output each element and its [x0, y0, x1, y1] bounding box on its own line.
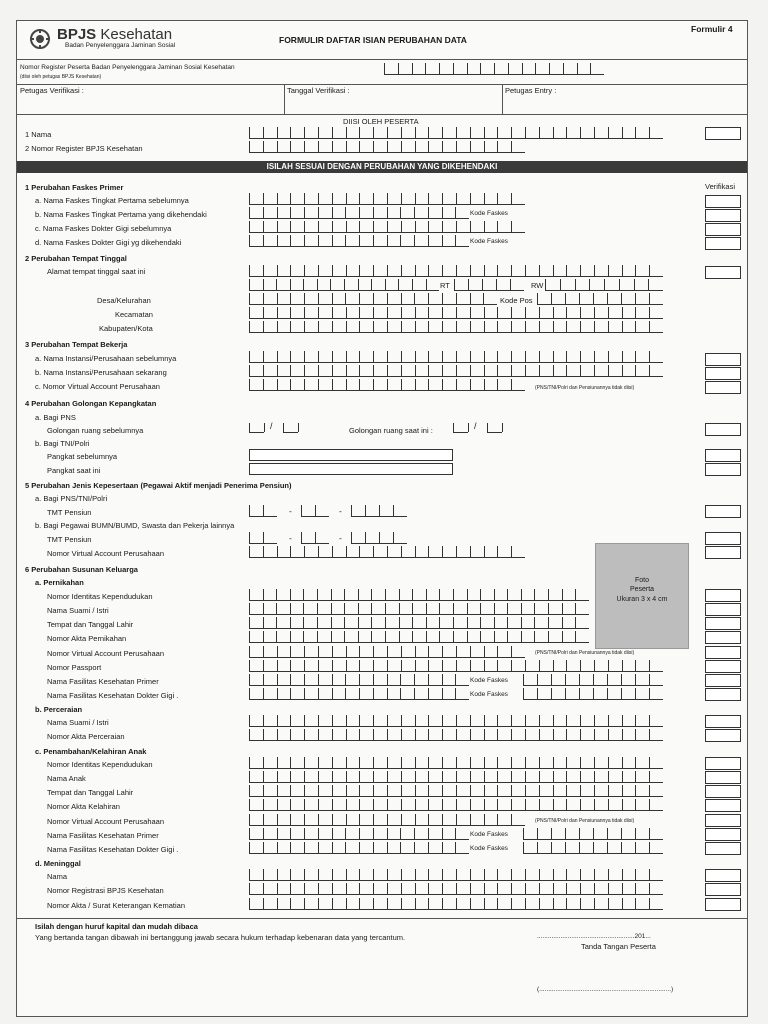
- pangkat-prev-label: Pangkat sebelumnya: [47, 452, 118, 461]
- s5-b-label: b. Bagi Pegawai BUMN/BUMD, Swasta dan Pekerja lainnya: [35, 521, 235, 530]
- s3-a-label: a. Nama Instansi/Perusahaan sebelumnya: [35, 354, 177, 363]
- rw-label: RW: [531, 281, 544, 290]
- verify-checkbox[interactable]: [705, 898, 741, 911]
- s1-b-kode-label: Kode Faskes: [470, 210, 508, 217]
- s6-va-label: Nomor Virtual Account Perusahaan: [47, 649, 165, 658]
- slash: /: [270, 421, 273, 431]
- s5-title: 5 Perubahan Jenis Kepesertaan (Pegawai Aktif menjadi Penerima Pensiun): [25, 481, 292, 490]
- s6-akta-nikah-label: Nomor Akta Pernikahan: [47, 634, 127, 643]
- name-input[interactable]: [249, 127, 663, 139]
- s6-reg-d-label: Nomor Registrasi BPJS Kesehatan: [47, 886, 164, 895]
- s6-c-label: c. Penambahan/Kelahiran Anak: [35, 747, 147, 756]
- kodepos-input[interactable]: [537, 293, 663, 305]
- s3-b-input[interactable]: [249, 365, 663, 377]
- s1-b-input[interactable]: [249, 207, 469, 219]
- verify-checkbox[interactable]: [705, 828, 741, 841]
- gol-now-input-2[interactable]: [487, 423, 502, 433]
- s6-anak-input[interactable]: [249, 771, 663, 783]
- s3-note: (PNS/TNI/Polri dan Pensiunannya tidak diisi): [535, 385, 635, 391]
- slash: /: [474, 421, 477, 431]
- rt-input[interactable]: [454, 279, 524, 291]
- s6-kode-c-input-1[interactable]: [523, 828, 663, 840]
- s6-ttl-label: Tempat dan Tanggal Lahir: [47, 620, 134, 629]
- s6-faskes2-input[interactable]: [249, 688, 469, 700]
- s6-suami-input[interactable]: [249, 603, 589, 615]
- dash: -: [339, 533, 342, 543]
- s6-faskes1-c-label: Nama Fasilitas Kesehatan Primer: [47, 831, 159, 840]
- verify-checkbox[interactable]: [705, 589, 741, 602]
- s6-akta-lahir-label: Nomor Akta Kelahiran: [47, 802, 120, 811]
- verify-checkbox[interactable]: [705, 674, 741, 687]
- pangkat-now-input[interactable]: [249, 463, 453, 475]
- signature-name-field[interactable]: (.........................................................................): [537, 986, 674, 993]
- verify-checkbox[interactable]: [705, 757, 741, 770]
- s6-kode-c-input-2[interactable]: [523, 842, 663, 854]
- s1-title: 1 Perubahan Faskes Primer: [25, 183, 124, 192]
- verify-checkbox[interactable]: [705, 631, 741, 644]
- gol-prev-input-2[interactable]: [283, 423, 298, 433]
- tmt-day-input[interactable]: [249, 505, 277, 517]
- s1-b-label: b. Nama Faskes Tingkat Pertama yang dikehendaki: [35, 210, 207, 219]
- kodepos-label: Kode Pos: [500, 296, 533, 305]
- gol-prev-label: Golongan ruang sebelumnya: [47, 426, 144, 435]
- pangkat-prev-input[interactable]: [249, 449, 453, 461]
- dash: -: [289, 506, 292, 516]
- s6-note: (PNS/TNI/Polri dan Pensiunannya tidak diisi): [535, 650, 635, 656]
- verify-checkbox[interactable]: [705, 223, 741, 236]
- s6-passport-label: Nomor Passport: [47, 663, 102, 672]
- logo-brand: BPJS Kesehatan: [57, 26, 173, 43]
- verify-checkbox[interactable]: [705, 266, 741, 279]
- kecamatan-label: Kecamatan: [115, 310, 153, 319]
- verifier-label: Petugas Verifikasi :: [20, 86, 84, 95]
- s1-c-label: c. Nama Faskes Dokter Gigi sebelumnya: [35, 224, 172, 233]
- s6-kode-input-1[interactable]: [523, 674, 663, 686]
- desa-input[interactable]: [249, 293, 497, 305]
- s6-anak-label: Nama Anak: [47, 774, 86, 783]
- verify-checkbox[interactable]: [705, 505, 741, 518]
- verification-column-label: Verifikasi: [705, 182, 736, 191]
- s4-title: 4 Perubahan Golongan Kepangkatan: [25, 399, 157, 408]
- gol-now-input-1[interactable]: [453, 423, 468, 433]
- tmt-b-day-input[interactable]: [249, 532, 277, 544]
- s6-ttl-c-input[interactable]: [249, 785, 663, 797]
- s6-reg-d-input[interactable]: [249, 883, 663, 895]
- s1-a-label: a. Nama Faskes Tingkat Pertama sebelumnya: [35, 196, 189, 205]
- s6-b-label: b. Perceraian: [35, 705, 83, 714]
- s6-kode-c-label-1: Kode Faskes: [470, 831, 508, 838]
- register-bpjs-input[interactable]: [249, 141, 525, 153]
- s1-c-input[interactable]: [249, 221, 525, 233]
- gol-prev-input-1[interactable]: [249, 423, 264, 433]
- s6-nik-c-input[interactable]: [249, 757, 663, 769]
- s5-va-label: Nomor Virtual Account Perusahaan: [47, 549, 165, 558]
- verify-checkbox[interactable]: [705, 785, 741, 798]
- s6-va-c-label: Nomor Virtual Account Perusahaan: [47, 817, 165, 826]
- rw-input[interactable]: [545, 279, 663, 291]
- s6-passport-input[interactable]: [249, 660, 663, 672]
- form-title: FORMULIR DAFTAR ISIAN PERUBAHAN DATA: [279, 35, 467, 45]
- s6-akta-lahir-input[interactable]: [249, 799, 663, 811]
- signature-date-field[interactable]: ......................................................201...: [537, 933, 651, 940]
- verify-checkbox[interactable]: [705, 353, 741, 366]
- verify-checkbox[interactable]: [705, 715, 741, 728]
- tmt-b-month-input[interactable]: [301, 532, 329, 544]
- s5-va-input[interactable]: [249, 546, 525, 558]
- s2-address-label: Alamat tempat tinggal saat ini: [47, 267, 146, 276]
- s6-ttl-input[interactable]: [249, 617, 589, 629]
- s6-faskes1-label: Nama Fasilitas Kesehatan Primer: [47, 677, 159, 686]
- s6-nama-d-label: Nama: [47, 872, 68, 881]
- participant-heading: DIISI OLEH PESERTA: [343, 117, 419, 126]
- s2-title: 2 Perubahan Tempat Tinggal: [25, 254, 127, 263]
- s6-nik-label: Nomor Identitas Kependudukan: [47, 592, 153, 601]
- verify-checkbox[interactable]: [705, 646, 741, 659]
- s6-faskes2-c-label: Nama Fasilitas Kesehatan Dokter Gigi .: [47, 845, 179, 854]
- verify-checkbox[interactable]: [705, 799, 741, 812]
- tmt-year-input[interactable]: [351, 505, 407, 517]
- s6-kode-label-1: Kode Faskes: [470, 677, 508, 684]
- register-note: (diisi oleh petugas BPJS Kesehatan): [20, 74, 102, 80]
- s6-a-label: a. Pernikahan: [35, 578, 84, 587]
- kabupaten-label: Kabupaten/Kota: [99, 324, 153, 333]
- s3-title: 3 Perubahan Tempat Bekerja: [25, 340, 128, 349]
- s1-a-input[interactable]: [249, 193, 525, 205]
- verify-checkbox[interactable]: [705, 127, 741, 140]
- s6-akta-mati-input[interactable]: [249, 898, 663, 910]
- dash: -: [339, 506, 342, 516]
- name-label: 1 Nama: [25, 130, 52, 139]
- s6-akta-nikah-input[interactable]: [249, 631, 589, 643]
- verify-checkbox[interactable]: [705, 842, 741, 855]
- verify-checkbox[interactable]: [705, 660, 741, 673]
- verify-checkbox[interactable]: [705, 463, 741, 476]
- photo-label-1: Foto: [634, 577, 649, 584]
- verify-checkbox[interactable]: [705, 603, 741, 616]
- s6-akta-mati-label: Nomor Akta / Surat Keterangan Kematian: [47, 901, 185, 910]
- verification-date-label: Tanggal Verifikasi :: [287, 86, 350, 95]
- verify-checkbox[interactable]: [705, 423, 741, 436]
- s6-faskes1-c-input[interactable]: [249, 828, 469, 840]
- s6-va-c-input[interactable]: [249, 814, 525, 826]
- verify-checkbox[interactable]: [705, 367, 741, 380]
- s2-address-input-1[interactable]: [249, 265, 663, 277]
- verify-checkbox[interactable]: [705, 449, 741, 462]
- signature-label: Tanda Tangan Peserta: [581, 942, 656, 951]
- photo-label-3: Ukuran 3 x 4 cm: [616, 595, 668, 603]
- pangkat-now-label: Pangkat saat ini: [47, 466, 101, 475]
- footer-statement: Yang bertanda tangan dibawah ini bertanggung jawab secara hukum terhadap kebenaran data yang tercantum.: [35, 933, 406, 942]
- tmt-label-b: TMT Pensiun: [47, 535, 92, 544]
- s6-suami-b-input[interactable]: [249, 715, 663, 727]
- register-bpjs-label: 2 Nomor Register BPJS Kesehatan: [25, 144, 143, 153]
- s6-note-c: (PNS/TNI/Polri dan Pensiunannya tidak diisi): [535, 818, 635, 824]
- kecamatan-input[interactable]: [249, 307, 663, 319]
- register-label: Nomor Register Peserta Badan Penyelenggara Jaminan Sosial Kesehatan: [20, 64, 235, 71]
- bpjs-logo-icon: [29, 28, 51, 50]
- s6-d-label: d. Meninggal: [35, 859, 81, 868]
- gol-now-label: Golongan ruang saat ini :: [349, 426, 433, 435]
- s4-b-label: b. Bagi TNI/Polri: [35, 439, 90, 448]
- logo-subtitle: Badan Penyelenggara Jaminan Sosial: [65, 42, 176, 49]
- register-number-input[interactable]: [384, 63, 604, 75]
- s1-d-kode-label: Kode Faskes: [470, 238, 508, 245]
- section-bar: ISILAH SESUAI DENGAN PERUBAHAN YANG DIKEHENDAKI: [17, 161, 747, 173]
- s6-kode-label-2: Kode Faskes: [470, 691, 508, 698]
- tmt-b-year-input[interactable]: [351, 532, 407, 544]
- kabupaten-input[interactable]: [249, 321, 663, 333]
- s6-kode-input-2[interactable]: [523, 688, 663, 700]
- s2-address-input-2[interactable]: [249, 279, 439, 291]
- s3-c-label: c. Nomor Virtual Account Perusahaan: [35, 382, 160, 391]
- tmt-label: TMT Pensiun: [47, 508, 92, 517]
- verify-checkbox[interactable]: [705, 883, 741, 896]
- verify-checkbox[interactable]: [705, 869, 741, 882]
- verify-checkbox[interactable]: [705, 209, 741, 222]
- s6-nik-c-label: Nomor Identitas Kependudukan: [47, 760, 153, 769]
- desa-label: Desa/Kelurahan: [97, 296, 151, 305]
- verify-checkbox[interactable]: [705, 617, 741, 630]
- form-number: Formulir 4: [691, 24, 733, 34]
- s1-d-label: d. Nama Faskes Dokter Gigi yg dikehendaki: [35, 238, 182, 247]
- rt-label: RT: [440, 281, 450, 290]
- verify-checkbox[interactable]: [705, 237, 741, 250]
- s6-akta-cerai-input[interactable]: [249, 729, 663, 741]
- s6-title: 6 Perubahan Susunan Keluarga: [25, 565, 138, 574]
- verify-checkbox[interactable]: [705, 688, 741, 701]
- s6-akta-cerai-label: Nomor Akta Perceraian: [47, 732, 125, 741]
- verify-checkbox[interactable]: [705, 381, 741, 394]
- s6-suami-label: Nama Suami / Istri: [47, 606, 109, 615]
- verify-checkbox[interactable]: [705, 195, 741, 208]
- verify-checkbox[interactable]: [705, 729, 741, 742]
- s5-a-label: a. Bagi PNS/TNI/Polri: [35, 494, 108, 503]
- s6-va-input[interactable]: [249, 646, 525, 658]
- s6-faskes2-c-input[interactable]: [249, 842, 469, 854]
- s6-suami-b-label: Nama Suami / Istri: [47, 718, 109, 727]
- dash: -: [289, 533, 292, 543]
- verify-checkbox[interactable]: [705, 546, 741, 559]
- footer-instruction: Isilah dengan huruf kapital dan mudah dibaca: [35, 922, 198, 931]
- s6-faskes2-label: Nama Fasilitas Kesehatan Dokter Gigi .: [47, 691, 179, 700]
- verify-checkbox[interactable]: [705, 814, 741, 827]
- s6-kode-c-label-2: Kode Faskes: [470, 845, 508, 852]
- s6-ttl-c-label: Tempat dan Tanggal Lahir: [47, 788, 134, 797]
- verify-checkbox[interactable]: [705, 771, 741, 784]
- s1-d-input[interactable]: [249, 235, 469, 247]
- photo-label-2: Peserta: [629, 586, 655, 594]
- s6-nik-input[interactable]: [249, 589, 589, 601]
- s4-a-label: a. Bagi PNS: [35, 413, 76, 422]
- verify-checkbox[interactable]: [705, 532, 741, 545]
- entry-officer-label: Petugas Entry :: [505, 86, 557, 95]
- s6-faskes1-input[interactable]: [249, 674, 469, 686]
- s3-c-input[interactable]: [249, 379, 525, 391]
- tmt-month-input[interactable]: [301, 505, 329, 517]
- s6-nama-d-input[interactable]: [249, 869, 663, 881]
- form-sheet: [16, 20, 748, 1017]
- s3-b-label: b. Nama Instansi/Perusahaan sekarang: [35, 368, 167, 377]
- s3-a-input[interactable]: [249, 351, 663, 363]
- photo-placeholder: [595, 543, 689, 649]
